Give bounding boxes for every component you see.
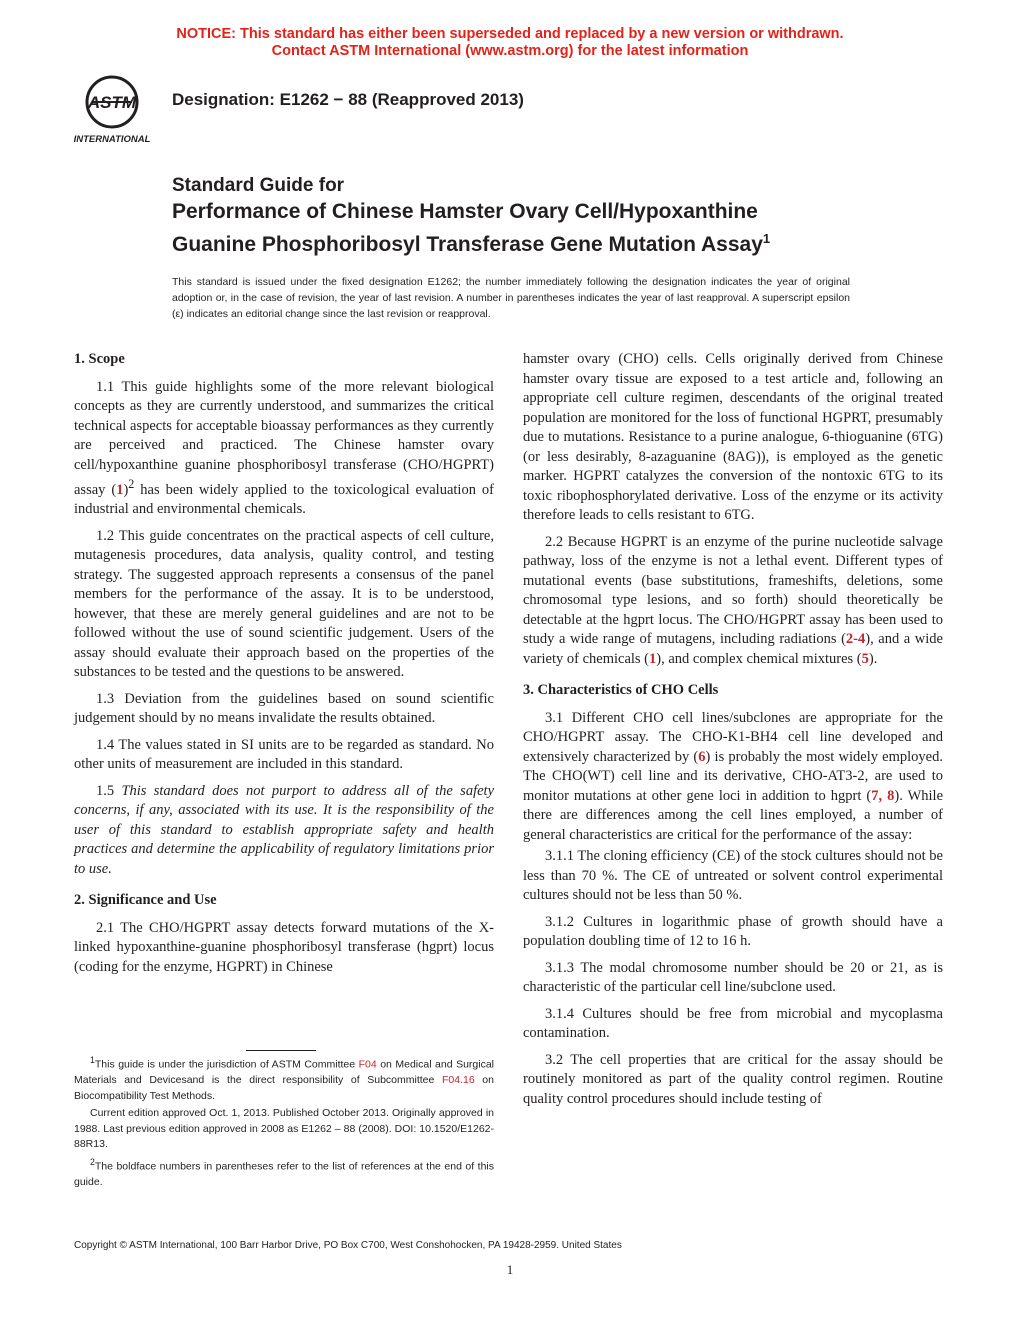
paragraph-2-1b: hamster ovary (CHO) cells. Cells originally derived from Chinese hamster ovary tissue are exposed to a test article and, following an appropriate cell culture regimen, descendants of the original treated population are monitored for the loss of functional HGPRT, presumably due to mutations. Resistance to a purine analogue, 6-thioguanine (6TG) (or less desirably, 8-azaguanine (8AG)), is employed as the genetic marker. HGPRT catalyzes the conversion of the nontoxic 6TG to its toxic ribophosphorylated derivative. Loss of the enzyme or its activity therefore leads to cells resistant to 6TG. <box>523 351 943 523</box>
logo-subtext: INTERNATIONAL <box>73 134 151 145</box>
paragraph-1-5 <box>74 782 494 880</box>
footnote-2-mark: 2 <box>90 1156 95 1167</box>
reference-link[interactable]: 1 <box>116 481 124 498</box>
notice-line-1: NOTICE: This standard has either been superseded and replaced by a new version or withdrawn. <box>176 26 844 42</box>
subcommittee-link[interactable]: F04.16 <box>441 1074 475 1086</box>
paragraph-3-1-2: 3.1.2 Cultures in logarithmic phase of growth should have a population doubling time of 12 to 16 h. <box>523 913 943 949</box>
footnote-2-text: The boldface numbers in parentheses refer to the list of references at the end of this guide. <box>74 1160 494 1188</box>
reference-link[interactable]: 5 <box>861 650 869 667</box>
paragraph-1-1: 1.1 This guide highlights some of the more relevant biological concepts as they are currently understood, and summarizes the critical technical aspects for acceptable bioassay performances as they currently are perceived and practiced. The Chinese hamster ovary cell/hypoxanthine guanine phosphoribosyl transferase (CHO/HGPRT) assay $(1)^2$ has been widely applied to the toxicological evaluation of industrial and environmental chemicals. <box>74 378 494 518</box>
copyright: Copyright © ASTM International, 100 Barr Harbor Drive, PO Box C700, West Conshohocken, PA 19428-2959. United States <box>74 1240 622 1251</box>
p2-2-text-a: 2.2 Because HGPRT is an enzyme of the purine nucleotide salvage pathway, loss of the enzyme is not a lethal event. Different types of mutational events (base substitutions, frameshifts, deletions, some chromosomal type lesions, and so forth) should theoretically be detectable at the hgprt locus. The CHO/HGPRT assay has been used to study a wide range of mutagens, including radiations ( <box>523 533 943 647</box>
footnote-1 <box>74 1053 494 1104</box>
reference-link[interactable]: 7, 8 <box>871 787 895 804</box>
p3-1-text-b: ) is probably the most widely employed. The CHO(WT) cell line and its derivative, CHO-AT3-2, are used to monitor mutations at other gene loci in addition to hgprt ( <box>523 748 943 804</box>
p1-1-text-b: has been widely applied to the toxicological evaluation of industrial and environmental chemicals. <box>74 481 494 518</box>
notice-banner <box>0 26 1020 60</box>
footnotes <box>74 1050 494 1192</box>
notice-line-2: Contact ASTM International (www.astm.org) for the latest information <box>271 43 749 59</box>
page-number: 1 <box>506 1262 514 1277</box>
p3-1-text-c: ). While there are differences among the cell lines employed, a number of general characteristics are critical for the performance of the assay: <box>523 787 944 843</box>
footnote-1-text-c: on Biocompatibility Test Methods. <box>74 1074 494 1102</box>
footnote-2 <box>74 1155 494 1191</box>
reference-link[interactable]: 2-4 <box>845 631 866 647</box>
issued-note: This standard is issued under the fixed designation E1262; the number immediately following the designation indicates the year of original adoption or, in the case of revision, the year of last revision. A number in parentheses indicates the year of last reapproval. A superscript epsilon (ε) indicates an editorial change since the last revision or reapproval. <box>172 276 850 320</box>
logo-text: ASTM <box>87 93 137 112</box>
title-line-2 <box>172 225 932 258</box>
footnote-rule <box>246 1050 316 1051</box>
section-heading-significance: 2. Significance and Use <box>74 892 217 909</box>
astm-logo <box>66 72 162 146</box>
title-line-1: Performance of Chinese Hamster Ovary Cell/Hypoxanthine <box>172 200 758 223</box>
title-line-2-text: Guanine Phosphoribosyl Transferase Gene Mutation Assay <box>172 233 763 256</box>
footnote-mark-2[interactable]: 2 <box>128 477 135 491</box>
title-prefix: Standard Guide for <box>172 175 345 196</box>
paragraph-1-3: 1.3 Deviation from the guidelines based on sound scientific judgement should by no means invalidate the results obtained. <box>74 690 494 727</box>
p3-1-text-a: 3.1 Different CHO cell lines/subclones are appropriate for the CHO/HGPRT assay. The CHO-K1-BH4 cell line developed and extensively characterized by ( <box>523 709 943 765</box>
p1-1-text-a: 1.1 This guide highlights some of the more relevant biological concepts as they are currently understood, and summarizes the critical technical aspects for acceptable bioassay performances as they currently are perceived and practiced. The Chinese hamster ovary cell/hypoxanthine guanine phosphoribosyl transferase (CHO/HGPRT) assay ( <box>74 378 494 498</box>
paragraph-1-4: 1.4 The values stated in SI units are to be regarded as standard. No other units of measurement are included in this standard. <box>74 736 494 773</box>
p1-5-number: 1.5 <box>96 782 122 799</box>
reference-link[interactable]: 1 <box>649 650 657 667</box>
committee-link[interactable]: F04 <box>358 1058 377 1071</box>
right-column <box>523 350 943 1116</box>
paragraph-2-2 <box>523 533 943 670</box>
section-heading-characteristics: 3. Characteristics of CHO Cells <box>523 682 719 698</box>
section-heading-scope: 1. Scope <box>74 351 125 367</box>
footnote-1-text-b: on Medical and Surgical Materials and Devicesand is the direct responsibility of Subcommittee <box>74 1058 494 1086</box>
footnote-1-text-a: This guide is under the jurisdiction of ASTM Committee <box>94 1058 359 1071</box>
reference-link[interactable]: 6 <box>698 748 706 765</box>
footnote-1-mark: 1 <box>90 1055 95 1065</box>
paragraph-1-2: 1.2 This guide concentrates on the practical aspects of cell culture, mutagenesis procedures, data analysis, quality control, and testing strategy. The suggested approach represents a consensus of the panel members for the performance of the assay. It is to be understood, however, that these are merely general guidelines and are not to be followed without the use of sound scientific judgement. Users of the assay should evaluate their approach based on the properties of the substances to be tested and the questions to be answered. <box>74 527 494 681</box>
paragraph-3-2: 3.2 The cell properties that are critical for the assay should be routinely monitored as part of the quality control regimen. Routine quality control procedures should include testing of <box>523 1051 943 1107</box>
title-block <box>172 174 932 258</box>
designation: Designation: E1262 − 88 (Reapproved 2013) <box>172 90 524 109</box>
p1-5-text: This standard does not purport to address all of the safety concerns, if any, associated with its use. It is the responsibility of the user of this standard to establish appropriate safety and health practices and determine the applicability of regulatory limitations prior to use. <box>74 782 495 877</box>
paragraph-3-1-1: 3.1.1 The cloning efficiency (CE) of the stock cultures should not be less than 70 %. The CE of untreated or solvent control experimental cultures should not be less than 50 %. <box>523 848 943 903</box>
title-footnote-mark: 1 <box>762 231 771 246</box>
p2-2-text-d: ). <box>868 650 878 667</box>
footnote-edition: Current edition approved Oct. 1, 2013. Published October 2013. Originally approved in 1988. Last previous edition approved in 2008 as E1262 – 88 (2008). DOI: 10.1520/E1262-88R13. <box>74 1107 494 1150</box>
p2-2-text-b: ), and a wide variety of chemicals ( <box>523 631 943 667</box>
left-column <box>74 350 494 984</box>
p2-2-text-c: ), and complex chemical mixtures ( <box>656 650 862 667</box>
paragraph-3-1-4: 3.1.4 Cultures should be free from microbial and mycoplasma contamination. <box>523 1005 943 1041</box>
paragraph-3-1 <box>523 709 943 846</box>
paragraph-2-1a: 2.1 The CHO/HGPRT assay detects forward mutations of the X-linked hypoxanthine-guanine phosphoribosyl transferase (hgprt) locus (coding for the enzyme, HGPRT) in Chinese <box>74 919 494 975</box>
paragraph-3-1-3: 3.1.3 The modal chromosome number should be 20 or 21, as is characteristic of the particular cell line/subclone used. <box>523 959 943 995</box>
